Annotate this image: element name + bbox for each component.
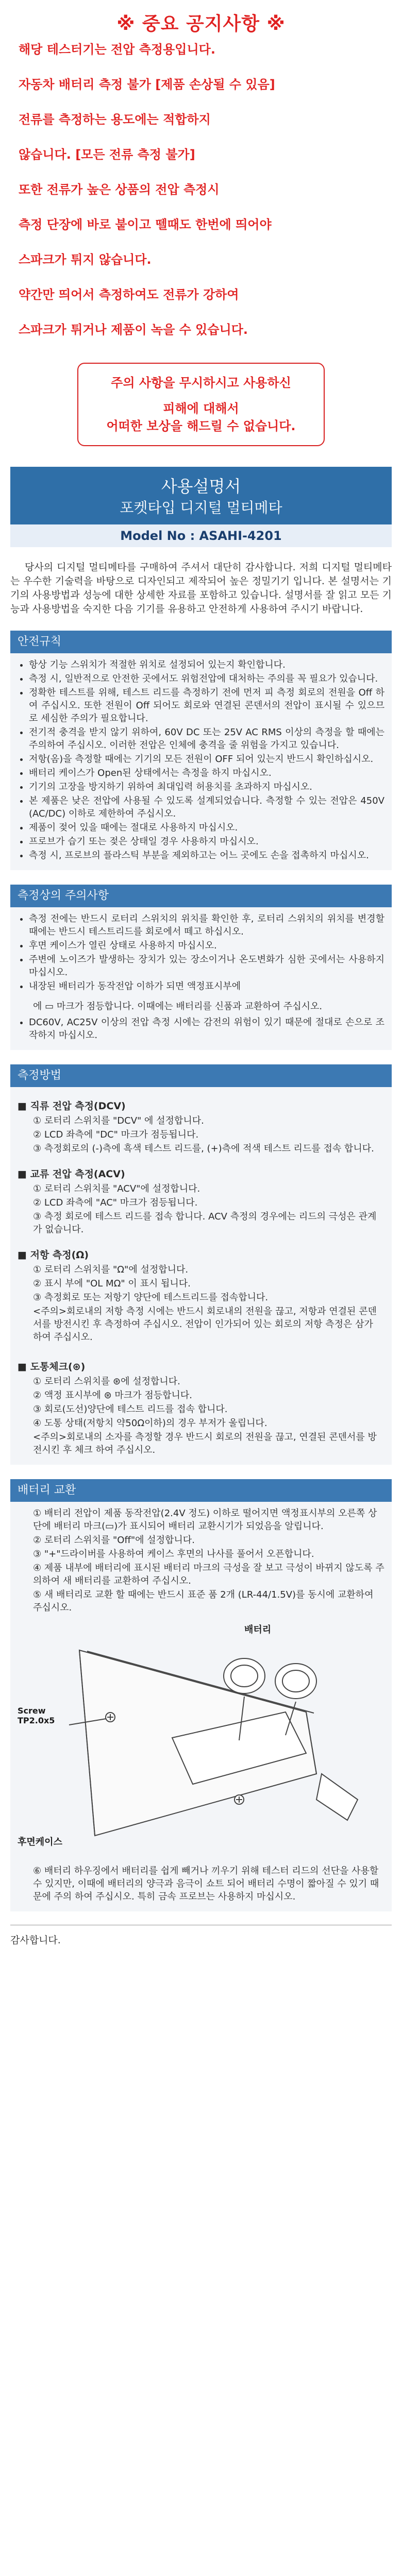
list-item: • 항상 기능 스위치가 적절한 위치로 설정되어 있는지 확인합니다. — [29, 658, 384, 671]
battery-diagram-drawing — [18, 1619, 384, 1861]
list-item: • 본 제품은 낮은 전압에 사용될 수 있도록 설계되었습니다. 측정할 수 있는 전압은 450V (AC/DC) 이하로 제한하여 주십시오. — [29, 794, 384, 820]
section-header-safety: 안전규칙 — [10, 631, 392, 653]
list-item: • 측정 시, 프로브의 플라스틱 부분을 제외하고는 어느 곳에도 손을 접촉하지 마십시오. — [29, 849, 384, 862]
section-header-method: 측정방법 — [10, 1064, 392, 1087]
step: ① 배터리 전압이 제품 동작전압(2.4V 정도) 이하로 떨어지면 액정표시부의 오른쪽 상단에 배터리 마크(▭)가 표시되어 배터리 교환시기가 되었음을 알립니다. — [33, 1508, 377, 1532]
step: ③ 회로(도선)양단에 테스트 리드를 접속 합니다. — [33, 1404, 228, 1415]
list-item: • 저항(옴)을 측정할 때에는 기기의 모든 전원이 OFF 되어 있는지 반드시 확인하십시오. — [29, 753, 384, 766]
section-caution — [10, 907, 392, 1050]
manual-title: 사용설명서 — [161, 477, 241, 496]
section-safety — [10, 653, 392, 870]
closing-thanks: 감사합니다. — [10, 1935, 61, 1946]
step: ① 로터리 스위치를 ⊛에 설정합니다. — [33, 1376, 180, 1387]
section-header-battery: 배터리 교환 — [10, 1479, 392, 1502]
step: ② 로터리 스위치를 "Off"에 설정합니다. — [33, 1535, 195, 1546]
list-item: • 주변에 노이즈가 발생하는 장치가 있는 장소이거나 온도변화가 심한 곳에서는 사용하지 마십시오. — [29, 953, 384, 979]
rear-case-label: 후면케이스 — [18, 1837, 62, 1848]
spacer — [91, 392, 311, 400]
continuity-title: ■ 도통체크(⊛) — [18, 1361, 86, 1372]
step: ③ "+"드라이버를 사용하여 케이스 후면의 나사를 풀어서 오픈합니다. — [33, 1549, 314, 1560]
step: ③ 측정회로의 (-)측에 흑색 테스트 리드를, (+)측에 적색 테스트 리드를 접속 합니다. — [33, 1143, 374, 1154]
step: ⑥ 배터리 하우징에서 배터리를 쉽게 빼거나 끼우기 위해 테스터 리드의 선단을 사용할 수 있지만, 이때에 배터리의 양극과 음극이 쇼트 되어 배터리 수명이 짧아질 수 있기 때문에 주의 하여 주십시오. 특히 금속 프로브는 사용하지 마십시오. — [33, 1866, 379, 1902]
section-battery — [10, 1502, 392, 1911]
notice-title: ※ 중요 공지사항 ※ — [116, 13, 286, 35]
step: ① 로터리 스위치를 "DCV" 에 설정합니다. — [33, 1115, 204, 1126]
intro-paragraph: 당사의 디지털 멀티메타를 구매하여 주셔서 대단히 감사합니다. 저희 디지털 멀티메타는 우수한 기술력을 바탕으로 디자인되고 제작되어 높은 정밀기기 입니다. 본 설명서는 기기의 사용방법과 성능에 대한 상세한 자료를 포함하고 있습니다. 설명서를 잘 읽고 모든 기능과 사용방법을 숙지한 다음 기기를 유용하고 안전하게 사용하여 주시기 바랍니다. — [10, 562, 392, 615]
step: ③ 측정회로 또는 저항기 양단에 테스트리드를 접속합니다. — [33, 1292, 269, 1303]
screw-label: Screw TP2.0x5 — [18, 1706, 55, 1725]
acv-title: ■ 교류 전압 측정(ACV) — [18, 1168, 125, 1180]
notice-line: 스파크가 튀거나 제품이 녹을 수 있습니다. — [19, 323, 248, 337]
caution-list-2 — [18, 1016, 384, 1042]
notice-line: 또한 전류가 높은 상품의 전압 측정시 — [19, 182, 220, 197]
notice-line: 약간만 띄어서 측정하여도 전류가 강하여 — [19, 287, 239, 302]
ohm-caution-note: <주의>회로내의 저항 측정 시에는 반드시 회로내의 전원을 끊고, 저항과 연결된 콘덴서를 방전시킨 후 측정하여 주십시오. 전압이 인가되어 있는 회로의 저항 측정은 삼가 하여 주십시오. — [33, 1306, 377, 1343]
list-item: • 배터리 케이스가 Open된 상태에서는 측정을 하지 마십시오. — [29, 767, 384, 779]
step: ① 로터리 스위치를 "ACV"에 설정합니다. — [33, 1183, 200, 1194]
disclaimer-line: 어떠한 보상을 해드릴 수 없습니다. — [106, 419, 296, 433]
notice-line: 자동차 배터리 측정 불가 [제품 손상될 수 있음] — [19, 77, 275, 92]
step: ⑤ 새 배터리로 교환 할 때에는 반드시 표준 품 2개 (LR-44/1.5V)를 동시에 교환하여 주십시오. — [33, 1589, 374, 1613]
notice-line: 전류를 측정하는 용도에는 적합하지 — [19, 112, 211, 127]
step: ③ 측정 회로에 테스트 리드를 접속 합니다. ACV 측정의 경우에는 리드의 극성은 관계가 없습니다. — [33, 1211, 377, 1235]
notice-line: 해당 테스터기는 전압 측정용입니다. — [19, 42, 215, 57]
step: ④ 도통 상태(저항치 약50Ω이하)의 경우 부저가 울립니다. — [33, 1418, 267, 1429]
list-item: • 제품이 젖어 있을 때에는 절대로 사용하지 마십시오. — [29, 821, 384, 834]
list-item: • DC60V, AC25V 이상의 전압 측정 시에는 감전의 위험이 있기 때문에 절대로 손으로 조작하지 마십시오. — [29, 1016, 384, 1042]
step: ① 로터리 스위치를 "Ω"에 설정합니다. — [33, 1264, 189, 1275]
section-method — [10, 1087, 392, 1465]
battery-mark-note: 에 ▭ 마크가 점등합니다. 이때에는 배터리를 신품과 교환하여 주십시오. — [33, 1001, 323, 1012]
list-item: • 측정 시, 일반적으로 안전한 곳에서도 위험전압에 대처하는 주의를 꼭 필요가 있습니다. — [29, 672, 384, 685]
step: ④ 제품 내부에 배터리에 표시된 배터리 마크의 극성을 잘 보고 극성이 바뀌지 않도록 주의하여 새 배터리를 교환하여 주십시오. — [33, 1563, 384, 1586]
ohm-title: ■ 저항 측정(Ω) — [18, 1249, 89, 1261]
disclaimer-line: 피해에 대해서 — [163, 401, 239, 416]
manual-header — [10, 467, 392, 524]
disclaimer-box — [77, 363, 325, 446]
battery-diagram — [18, 1619, 384, 1861]
model-number: Model No : ASAHI-4201 — [10, 524, 392, 547]
safety-list — [18, 658, 384, 862]
notice-line: 않습니다. [모든 전류 측정 불가] — [19, 147, 195, 162]
section-header-caution: 측정상의 주의사항 — [10, 885, 392, 907]
product-title: 포켓타입 디지털 멀티메타 — [120, 499, 282, 516]
step: ② 표시 부에 "OL MΩ" 이 표시 됩니다. — [33, 1278, 191, 1289]
dcv-title: ■ 직류 전압 측정(DCV) — [18, 1100, 126, 1112]
list-item: • 기기의 고장을 방지하기 위하여 최대입력 허용치를 초과하지 마십시오. — [29, 781, 384, 793]
step: ② LCD 좌측에 "DC" 마크가 점등됩니다. — [33, 1129, 199, 1140]
list-item: • 내장된 배터리가 동작전압 이하가 되면 액정표시부에 — [29, 980, 384, 993]
list-item: • 후면 케이스가 열린 상태로 사용하지 마십시오. — [29, 939, 384, 952]
list-item: • 정확한 테스트를 위해, 테스트 리드를 측정하기 전에 먼저 피 측정 회로의 전원을 Off 하여 주십시오. 또한 전원이 Off 되어도 회로와 연결된 콘덴서의 전압이 표시될 수 있으므로 세심한 주의가 필요합니다. — [29, 686, 384, 725]
caution-list — [18, 912, 384, 993]
notice-line: 스파크가 튀지 않습니다. — [19, 252, 152, 267]
continuity-caution-note: <주의>회로내의 소자를 측정할 경우 반드시 회로의 전원을 끊고, 연결된 콘덴서를 방전시킨 후 체크 하여 주십시오. — [33, 1432, 377, 1455]
disclaimer-line: 주의 사항을 무시하시고 사용하신 — [111, 376, 291, 390]
battery-label: 배터리 — [244, 1624, 272, 1635]
step: ② 액정 표시부에 ⊛ 마크가 점등합니다. — [33, 1390, 192, 1401]
list-item: • 전기적 충격을 받지 않기 위하여, 60V DC 또는 25V AC RMS 이상의 측정을 할 때에는 주의하여 주십시오. 이러한 전압은 인체에 충격을 줄 위험을 가지고 있습니다. — [29, 726, 384, 752]
step: ② LCD 좌측에 "AC" 마크가 점등됩니다. — [33, 1197, 198, 1208]
list-item: • 측정 전에는 반드시 로터리 스위치의 위치를 확인한 후, 로터리 스위치의 위치를 변경할 때에는 반드시 테스트리드를 회로에서 떼고 하십시오. — [29, 912, 384, 938]
notice-line: 측정 단장에 바로 붙이고 뗄때도 한번에 띄어야 — [19, 217, 272, 232]
list-item: • 프로브가 습기 또는 젖은 상태일 경우 사용하지 마십시오. — [29, 835, 384, 848]
